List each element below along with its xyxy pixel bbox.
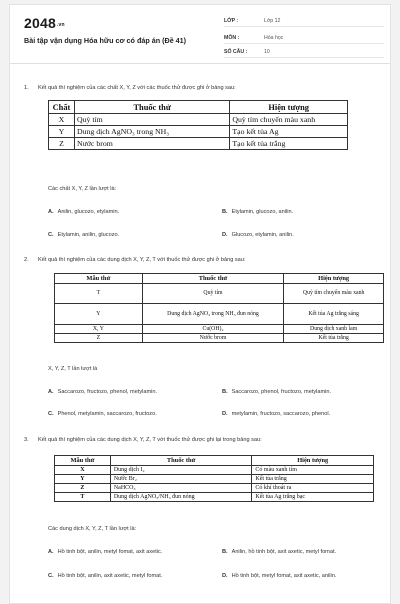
- table-cell: Y: [55, 304, 143, 325]
- question-3-number: 3.: [24, 437, 29, 443]
- table-cell: Z: [49, 138, 75, 150]
- table-cell: Z: [55, 484, 111, 493]
- table-cell: Kết tủa trắng: [252, 475, 374, 484]
- meta-count: [224, 46, 384, 58]
- meta-count-label: SỐ CÂU :: [224, 49, 248, 55]
- question-2-option-d[interactable]: D. metylamin, fructozo, saccarozo, phenol.: [222, 411, 331, 417]
- question-1-text: Kết quả thí nghiệm của các chất X, Y, Z với các thuốc thử được ghi ở bảng sau:: [38, 85, 236, 91]
- table-cell: Quỳ tím: [142, 284, 284, 304]
- question-2-table: [54, 273, 384, 343]
- table-cell: Quỳ tím chuyển màu xanh: [284, 284, 384, 304]
- table-header-cell: Mẫu thử: [55, 456, 111, 466]
- question-1-option-a[interactable]: A. Anilin, glucozo, etylamin.: [48, 209, 120, 215]
- question-2-lead: X, Y, Z, T lần lượt là: [48, 366, 98, 372]
- meta-grade-label: LỚP :: [224, 18, 239, 24]
- table-cell: Nước brom: [142, 334, 284, 343]
- question-3-table: [54, 455, 374, 502]
- table-header-cell: Hiện tượng: [230, 101, 348, 114]
- question-3: [24, 436, 380, 596]
- table-row: [55, 484, 374, 493]
- table-cell: X, Y: [55, 325, 143, 334]
- question-1-option-c[interactable]: C. Etylamin, anilin, glucozo.: [48, 232, 120, 238]
- question-2-option-c[interactable]: C. Phenol, metylamin, saccarozo, fructozo.: [48, 411, 157, 417]
- table-header-cell: Hiện tượng: [252, 456, 374, 466]
- table-cell: Cu(OH)₂: [142, 325, 284, 334]
- question-3-option-b[interactable]: B. Anilin, hồ tinh bột, axit axetic, metyl fomat.: [222, 549, 337, 555]
- table-header-cell: Chất: [49, 101, 75, 114]
- table-cell: NaHCO₃: [110, 484, 252, 493]
- table-row: [55, 334, 384, 343]
- table-cell: Dung dịch AgNO₃ trong NH₃ đun nóng: [142, 304, 284, 325]
- question-3-text: Kết quả thí nghiệm của các dung dịch X, Y, Z, T với thuốc thử được ghi lại trong bảng sau:: [38, 437, 262, 443]
- table-row: [49, 126, 348, 138]
- table-cell: Tạo kết tủa trắng: [230, 138, 348, 150]
- question-2: [24, 256, 380, 436]
- table-cell: Dung dịch AgNO₃ trong NH₃: [74, 126, 229, 138]
- table-header-cell: Mẫu thử: [55, 274, 143, 284]
- table-header-cell: Thuốc thử: [74, 101, 229, 114]
- table-cell: Có khí thoát ra: [252, 484, 374, 493]
- question-1-table: [48, 100, 348, 150]
- meta-subject: [224, 32, 384, 44]
- meta-grade-value: Lớp 12: [264, 18, 281, 24]
- table-row: [55, 475, 374, 484]
- meta-subject-value: Hóa học: [264, 35, 284, 41]
- document-header: [10, 5, 390, 63]
- question-1-option-b[interactable]: B. Etylamin, glucozo, anilin.: [222, 209, 294, 215]
- table-cell: Z: [55, 334, 143, 343]
- table-row: [55, 304, 384, 325]
- document-page: [9, 4, 391, 604]
- table-cell: X: [55, 466, 111, 475]
- question-3-option-a[interactable]: A. Hồ tinh bột, anilin, metyl fomat, axit axetic.: [48, 549, 163, 555]
- table-header-row: [55, 274, 384, 284]
- table-cell: Nước Br₂: [110, 475, 252, 484]
- table-cell: Y: [55, 475, 111, 484]
- table-header-cell: Thuốc thử: [110, 456, 252, 466]
- table-header-row: [55, 456, 374, 466]
- document-title: Bài tập vận dụng Hóa hữu cơ có đáp án (Đề 41): [24, 36, 187, 45]
- meta-grade: [224, 15, 384, 27]
- table-row: [55, 325, 384, 334]
- table-cell: Nước brom: [74, 138, 229, 150]
- table-cell: Tạo kết tủa Ag: [230, 126, 348, 138]
- question-3-option-d[interactable]: D. Hồ tinh bột, metyl fomat, axit axetic, anilin.: [222, 573, 337, 579]
- table-cell: T: [55, 493, 111, 502]
- question-1-number: 1.: [24, 85, 29, 91]
- table-cell: Kết tủa trắng: [284, 334, 384, 343]
- header-divider: [10, 63, 390, 64]
- site-logo[interactable]: $2048^{.vn}$: [24, 15, 65, 31]
- table-header-cell: Hiện tượng: [284, 274, 384, 284]
- question-2-number: 2.: [24, 257, 29, 263]
- table-cell: T: [55, 284, 143, 304]
- table-cell: Y: [49, 126, 75, 138]
- table-cell: Quỳ tím chuyển màu xanh: [230, 114, 348, 126]
- table-header-cell: Thuốc thử: [142, 274, 284, 284]
- table-row: [55, 466, 374, 475]
- meta-count-value: 10: [264, 49, 270, 55]
- table-cell: Kết tủa Ag trắng bạc: [252, 493, 374, 502]
- table-cell: Có màu xanh tím: [252, 466, 374, 475]
- question-3-option-c[interactable]: C. Hồ tinh bột, anilin, axit axetic, metyl fomat.: [48, 573, 163, 579]
- table-cell: Dung dịch AgNO₃/NH₃ đun nóng: [110, 493, 252, 502]
- question-2-option-b[interactable]: B. Saccarozo, phenol, fructozo, metylamin.: [222, 389, 332, 395]
- question-1-option-d[interactable]: D. Glucozo, etylamin, anilin.: [222, 232, 294, 238]
- table-row: [55, 493, 374, 502]
- table-header-row: [49, 101, 348, 114]
- table-row: [49, 138, 348, 150]
- question-3-lead: Các dung dịch X, Y, Z, T lần lượt là:: [48, 526, 137, 532]
- question-1: [24, 84, 380, 254]
- table-cell: Kết tủa Ag trắng sáng: [284, 304, 384, 325]
- question-1-lead: Các chất X, Y, Z lần lượt là:: [48, 186, 117, 192]
- question-2-option-a[interactable]: A. Saccarozo, fructozo, phenol, metylamin.: [48, 389, 158, 395]
- table-row: [49, 114, 348, 126]
- table-cell: Quỳ tím: [74, 114, 229, 126]
- table-cell: X: [49, 114, 75, 126]
- table-cell: Dung dịch I₂: [110, 466, 252, 475]
- question-2-text: Kết quả thí nghiệm của các dung dịch X, Y, Z, T với thuốc thử được ghi ở bảng sau:: [38, 257, 246, 263]
- meta-subject-label: MÔN :: [224, 35, 240, 41]
- table-cell: Dung dịch xanh lam: [284, 325, 384, 334]
- table-row: [55, 284, 384, 304]
